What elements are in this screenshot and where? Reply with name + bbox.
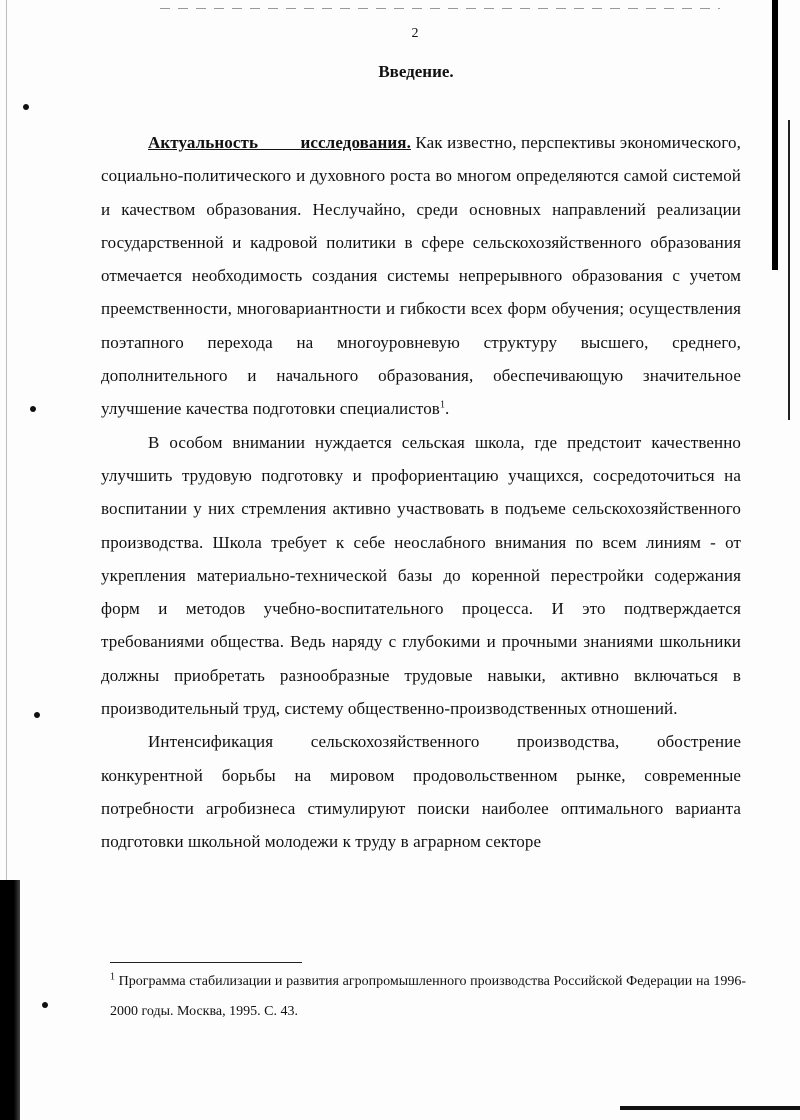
footnote-divider [110,962,302,963]
page-title: Введение. [378,62,454,81]
footnote-reference: 1 [439,399,446,411]
paragraph-1-end: . [445,399,450,419]
scan-edge-top [160,8,720,9]
body-text [101,126,741,859]
footnote-text: Программа стабилизации и развития агропромышленного производства Российской Федерации на 1996-2000 годы. Москва, 1995. С. 43. [110,974,746,1019]
binder-hole-mark [34,712,40,718]
paragraph-3: Интенсификация сельскохозяйственного производства, обострение конкурентной борьбы на мировом продовольственном рынке, современные потребности агробизнеса стимулируют поиски наиболее оптимального варианта подготовки школьной молодежи к труду в аграрном секторе [101,732,741,852]
section-lead: Актуальность исследования. [148,133,411,152]
page-number: 2 [411,26,419,41]
scan-edge-left [0,880,20,1120]
binder-hole-mark [42,1002,48,1008]
binder-hole-mark [23,104,29,110]
binder-hole-mark [30,406,36,412]
paragraph-2: В особом внимании нуждается сельская школа, где предстоит качественно улучшить трудовую подготовку и профориентацию учащихся, сосредоточиться на воспитании у них стремления активно участвовать в подъеме сельскохозяйственного производства. Школа требует к себе неослабного внимания по всем линиям - от укрепления материально-технической базы до коренной перестройки содержания форм и методов учебно-воспитательного процесса. И это подтверждается требованиями общества. Ведь наряду с глубокими и прочными знаниями школьники должны приобретать разнообразные трудовые навыки, активно включаться в производительный труд, систему общественно-производственных отношений. [101,432,741,719]
footnote [110,967,746,1027]
scan-edge-left-thin [6,0,7,880]
scan-edge-bottom [620,1106,800,1110]
paragraph-1 [101,126,741,426]
footnote-mark: 1 [110,971,115,983]
paragraph-1-text: Как известно, перспективы экономического, социально-политического и духовного роста во многом определяются самой системой и качеством образования. Неслучайно, среди основных направлений реализации государственной и кадровой политики в сфере сельскохозяйственного образования отмечается необходимость создания системы непрерывного образования с учетом преемственности, многовариантности и гибкости всех форм обучения; осуществления поэтапного перехода на многоуровневую структуру высшего, среднего, дополнительного и начального образования, обеспечивающую значительное улучшение качества подготовки специалистов [101,133,742,419]
scan-edge-right-thin [788,120,790,420]
